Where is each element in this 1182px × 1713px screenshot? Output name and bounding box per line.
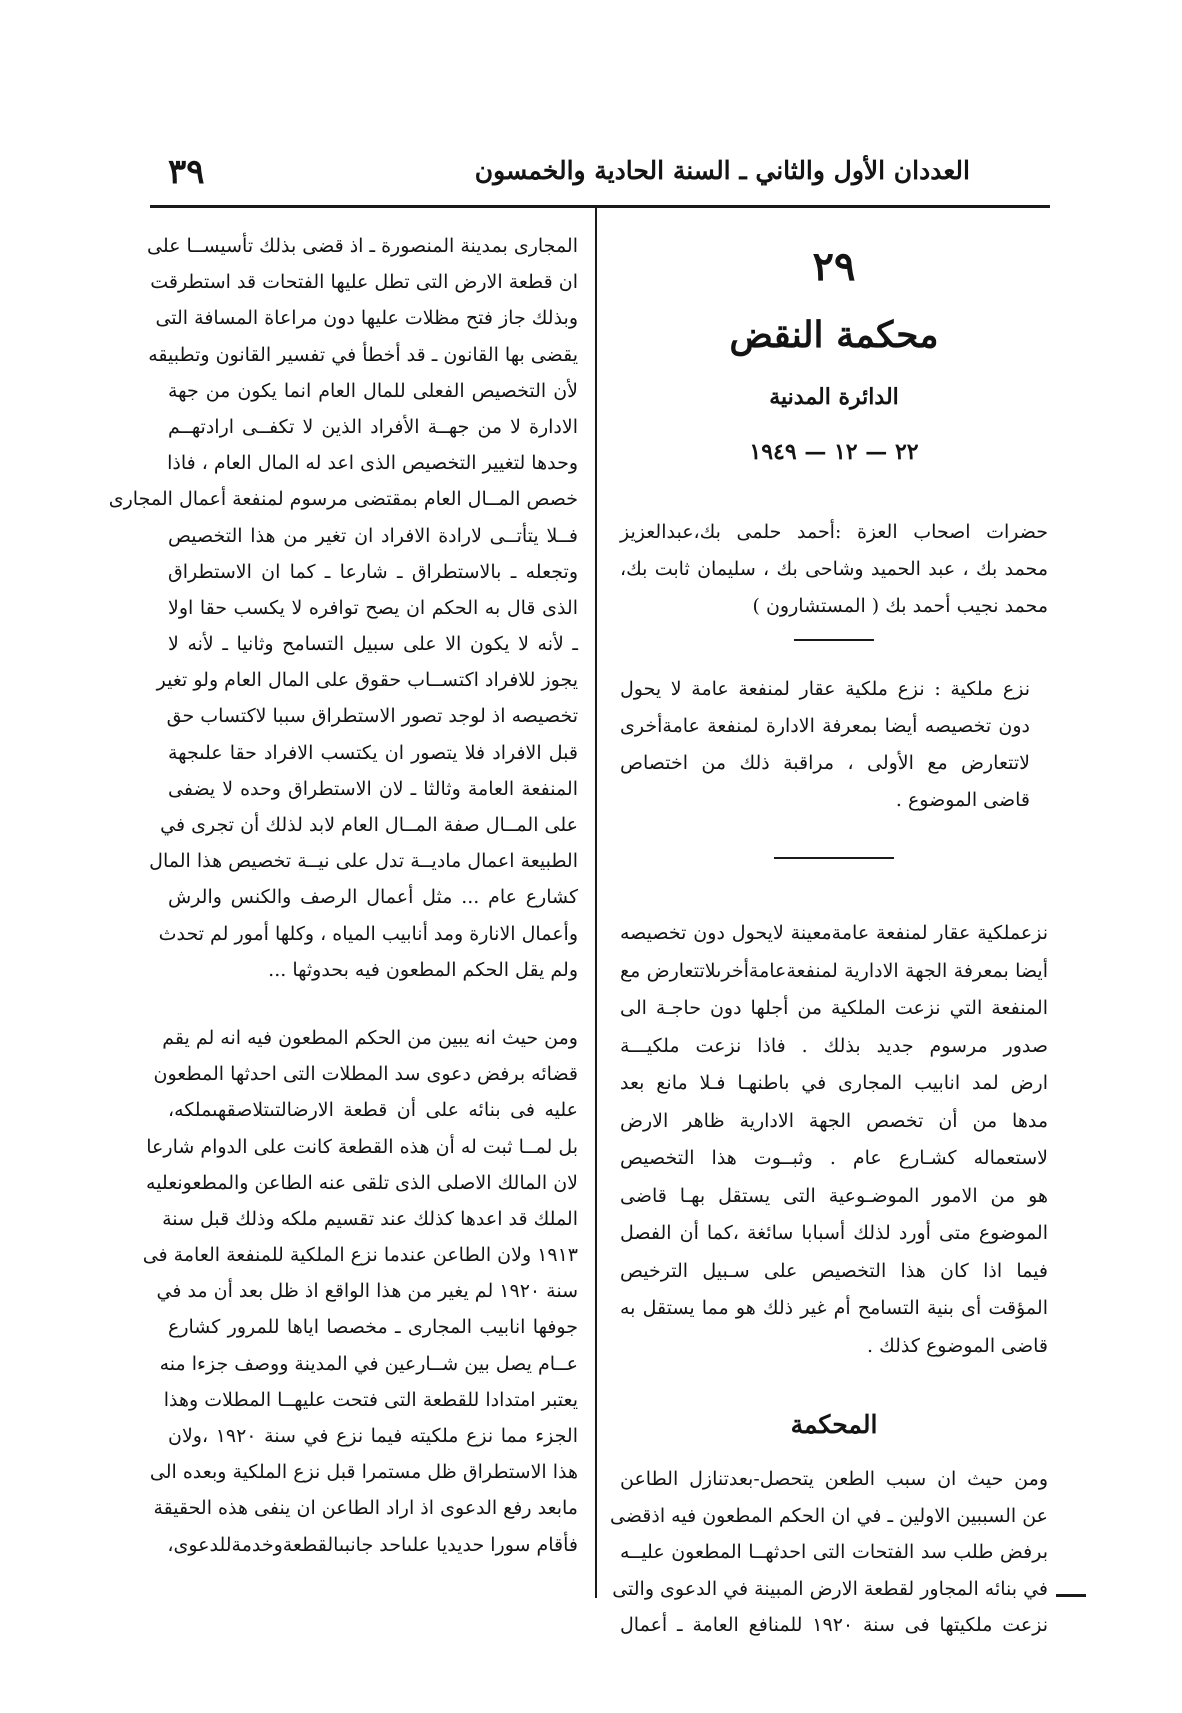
text-line: الادارة لا من جهــة الأفراد الذين لا تكفــى ارادتهــم <box>168 415 578 438</box>
circuit-name: الدائرة المدنية <box>769 384 899 410</box>
judges-line: محمد نجيب أحمد بك ( المستشارون ) <box>752 595 1048 617</box>
summary-line: دون تخصيصه أيضا بمعرفة الادارة لمنفعة عامةأخرى <box>620 715 1030 737</box>
court-name: محكمة النقض <box>729 314 939 356</box>
text-line: ١٩١٣ ولان الطاعن عندما نزع الملكية للمنفعة العامة فى <box>142 1244 578 1267</box>
principle-line: نزعملكية عقار لمنفعة عامةمعينة لايحول دون تخصيصه <box>620 922 1048 944</box>
court-reasons <box>609 1461 1048 1644</box>
reasons-line: عن السببين الاولين ـ في ان الحكم المطعون فيه اذقضى <box>609 1504 1048 1527</box>
legal-principle <box>620 915 1048 1365</box>
text-line: فأقام سورا حديديا علىاحد جانبىالقطعةوخدمةللدعوى، <box>167 1533 578 1556</box>
header-rule <box>150 205 1050 208</box>
judges-line: حضرات اصحاب العزة :أحمد حلمى بك،عبدالعزيز <box>620 521 1048 543</box>
text-line: ان قطعة الارض التى تطل عليها الفتحات قد استطرقت <box>150 271 578 294</box>
principle-line: ارض لمد انابيب المجارى في باطنهـا فـلا مانع بعد <box>620 1072 1048 1094</box>
separator-rule <box>794 639 874 641</box>
reasons-paragraph <box>142 1020 579 1563</box>
edge-mark <box>1056 1594 1086 1597</box>
text-line: يعتبر امتدادا للقطعة التى فتحت عليهــا المطلات وهذا <box>163 1388 578 1411</box>
principle-line: الموضوع متى أورد لذلك أسبابا سائغة ،كما أن الفصل <box>620 1222 1048 1244</box>
column-divider <box>595 208 597 1598</box>
ruling-date: ٢٢ — ١٢ — ١٩٤٩ <box>749 439 919 465</box>
principle-line: المؤقت أى بنية التسامح أم غير ذلك هو مما يستقل به <box>620 1297 1048 1319</box>
text-line: كشارع عام ... مثل أعمال الرصف والكنس والرش <box>168 886 578 909</box>
principle-line: فيما اذا كان هذا التخصيص على سـبيل الترخيص <box>620 1259 1048 1282</box>
principle-line: قاضى الموضوع كذلك . <box>867 1334 1048 1357</box>
reasons-line: نزعت ملكيتها فى سنة ١٩٢٠ للمنافع العامة ـ أعمال <box>620 1614 1048 1636</box>
running-header <box>150 148 1050 206</box>
text-line: وبذلك جاز فتح مظلات عليها دون مراعاة المسافة التى <box>155 307 578 330</box>
text-line: خصص المــال العام بمقتضى مرسوم لمنفعة أعمال المجارى <box>108 488 578 511</box>
case-summary <box>620 671 1048 819</box>
text-line: الطبيعة اعمال ماديــة تدل على نيــة تخصيص هذا المال <box>149 850 578 873</box>
text-line: لان المالك الاصلى الذى تلقى عنه الطاعن والمطعونعليه <box>146 1171 578 1194</box>
text-line: يقضى بها القانون ـ قد أخطأ في تفسير القانون وتطبيقه <box>148 343 578 366</box>
principle-line: صدور مرسوم جديد بذلك . فاذا نزعت ملكيـــة <box>620 1034 1048 1057</box>
text-line: المجارى بمدينة المنصورة ـ اذ قضى بذلك تأسيســا على <box>147 235 578 257</box>
text-line: الملك قد اعدها كذلك عند تقسيم ملكه وذلك قبل سنة <box>162 1207 578 1230</box>
text-line: جوفها انابيب المجارى ـ مخصصا اياها للمرور كشارع <box>168 1316 578 1339</box>
text-line: بل لمــا ثبت له أن هذه القطعة كانت على الدوام شارعا <box>146 1135 578 1158</box>
text-line: وتجعله ـ بالاستطراق ـ شارعا ـ كما ان الاستطراق <box>168 560 578 583</box>
separator-rule <box>774 857 894 859</box>
judges-line: محمد بك ، عبد الحميد وشاحى بك ، سليمان ثابت بك، <box>620 558 1048 580</box>
page-number: ٣٩ <box>168 152 205 192</box>
reasons-line: ومن حيث ان سبب الطعن يتحصل-بعدتنازل الطاعن <box>620 1468 1048 1490</box>
principle-line: المنفعة التي نزعت الملكية من أجلها دون حاجـة الى <box>620 997 1048 1019</box>
text-line: الجزء مما نزع ملكيته فيما نزع في سنة ١٩٢٠ ،ولان <box>168 1425 579 1447</box>
text-line: ولم يقل الحكم المطعون فيه بحدوثها ... <box>268 958 578 981</box>
text-line: هذا الاستطراق ظل مستمرا قبل نزع الملكية وبعده الى <box>149 1461 578 1484</box>
text-line: مابعد رفع الدعوى اذ اراد الطاعن ان ينفى هذه الحقيقة <box>153 1497 578 1520</box>
text-line: لأن التخصيص الفعلى للمال العام انما يكون من جهة <box>168 379 578 402</box>
summary-line: قاضى الموضوع . <box>895 789 1030 811</box>
summary-line: نزع ملكية : نزع ملكية عقار لمنفعة عامة لا يحول <box>620 678 1030 700</box>
journal-issue-title: العددان الأول والثاني ـ السنة الحادية والخمسون <box>474 156 970 185</box>
text-line: سنة ١٩٢٠ لم يغير من هذا الواقع اذ ظل بعد أن مد في <box>156 1280 578 1303</box>
court-section-heading: المحكمة <box>790 1410 878 1439</box>
principle-line: أيضا بمعرفة الجهة الادارية لمنفعةعامةأخرىلاتتعارض مع <box>620 959 1048 982</box>
text-line: عــام يصل بين شــارعين في المدينة ووصف جزءا منه <box>159 1352 578 1375</box>
text-line: وحدها لتغيير التخصيص الذى اعد له المال العام ، فاذا <box>167 452 578 475</box>
text-line: قبل الافراد فلا يتصور ان يكتسب الافراد حقا علىجهة <box>168 741 578 764</box>
reasons-line: برفض طلب سد الفتحات التى احدثهــا المطعون عليــه <box>620 1541 1048 1563</box>
text-line: ومن حيث انه يبين من الحكم المطعون فيه انه لم يقم <box>162 1026 578 1049</box>
text-line: على المــال صفة المــال العام لابد لذلك أن تجرى في <box>160 814 578 836</box>
principle-line: لاستعماله كشـارع عام . وثبــوت هذا التخصيص <box>620 1147 1048 1169</box>
text-line: وأعمال الانارة ومد أنابيب المياه ، وكلها أمور لم تحدث <box>158 922 578 945</box>
right-column <box>609 228 1048 1644</box>
left-column <box>108 228 579 1563</box>
summary-line: لاتتعارض مع الأولى ، مراقبة ذلك من اختصاص <box>620 752 1030 774</box>
reasons-line: في بنائه المجاور لقطعة الارض المبينة في الدعوى والتى <box>612 1577 1048 1600</box>
text-line: المنفعة العامة وثالثا ـ لان الاستطراق وحده لا يضفى <box>168 777 578 800</box>
text-line: قضائه برفض دعوى سد المطلات التى احدثها المطعون <box>153 1063 578 1086</box>
text-line: عليه فى بنائه على أن قطعة الارضالتىتلاصقهىملكه، <box>168 1099 578 1122</box>
text-line: يجوز للافراد اكتســاب حقوق على المال العام ولو تغير <box>156 669 578 692</box>
principle-line: هو من الامور الموضـوعية التى يستقل بهـا قاضى <box>620 1184 1048 1207</box>
reasons-paragraph <box>108 228 578 988</box>
text-line: فــلا يتأتــى لارادة الافراد ان تغير من هذا التخصيص <box>168 524 578 547</box>
text-line: ـ لأنه لا يكون الا على سبيل التسامح وثانيا ـ لأنه لا <box>168 633 578 656</box>
text-line: تخصيصه اذ لوجد تصور الاستطراق سببا لاكتساب حق <box>166 705 578 728</box>
text-line: الذى قال به الحكم ان يصح توافره لا يكسب حقا اولا <box>168 596 578 619</box>
principle-line: مدها من أن تخصص الجهة الادارية ظاهر الارض <box>620 1109 1048 1132</box>
case-number: ٢٩ <box>812 243 856 290</box>
judges-block <box>620 514 1048 625</box>
